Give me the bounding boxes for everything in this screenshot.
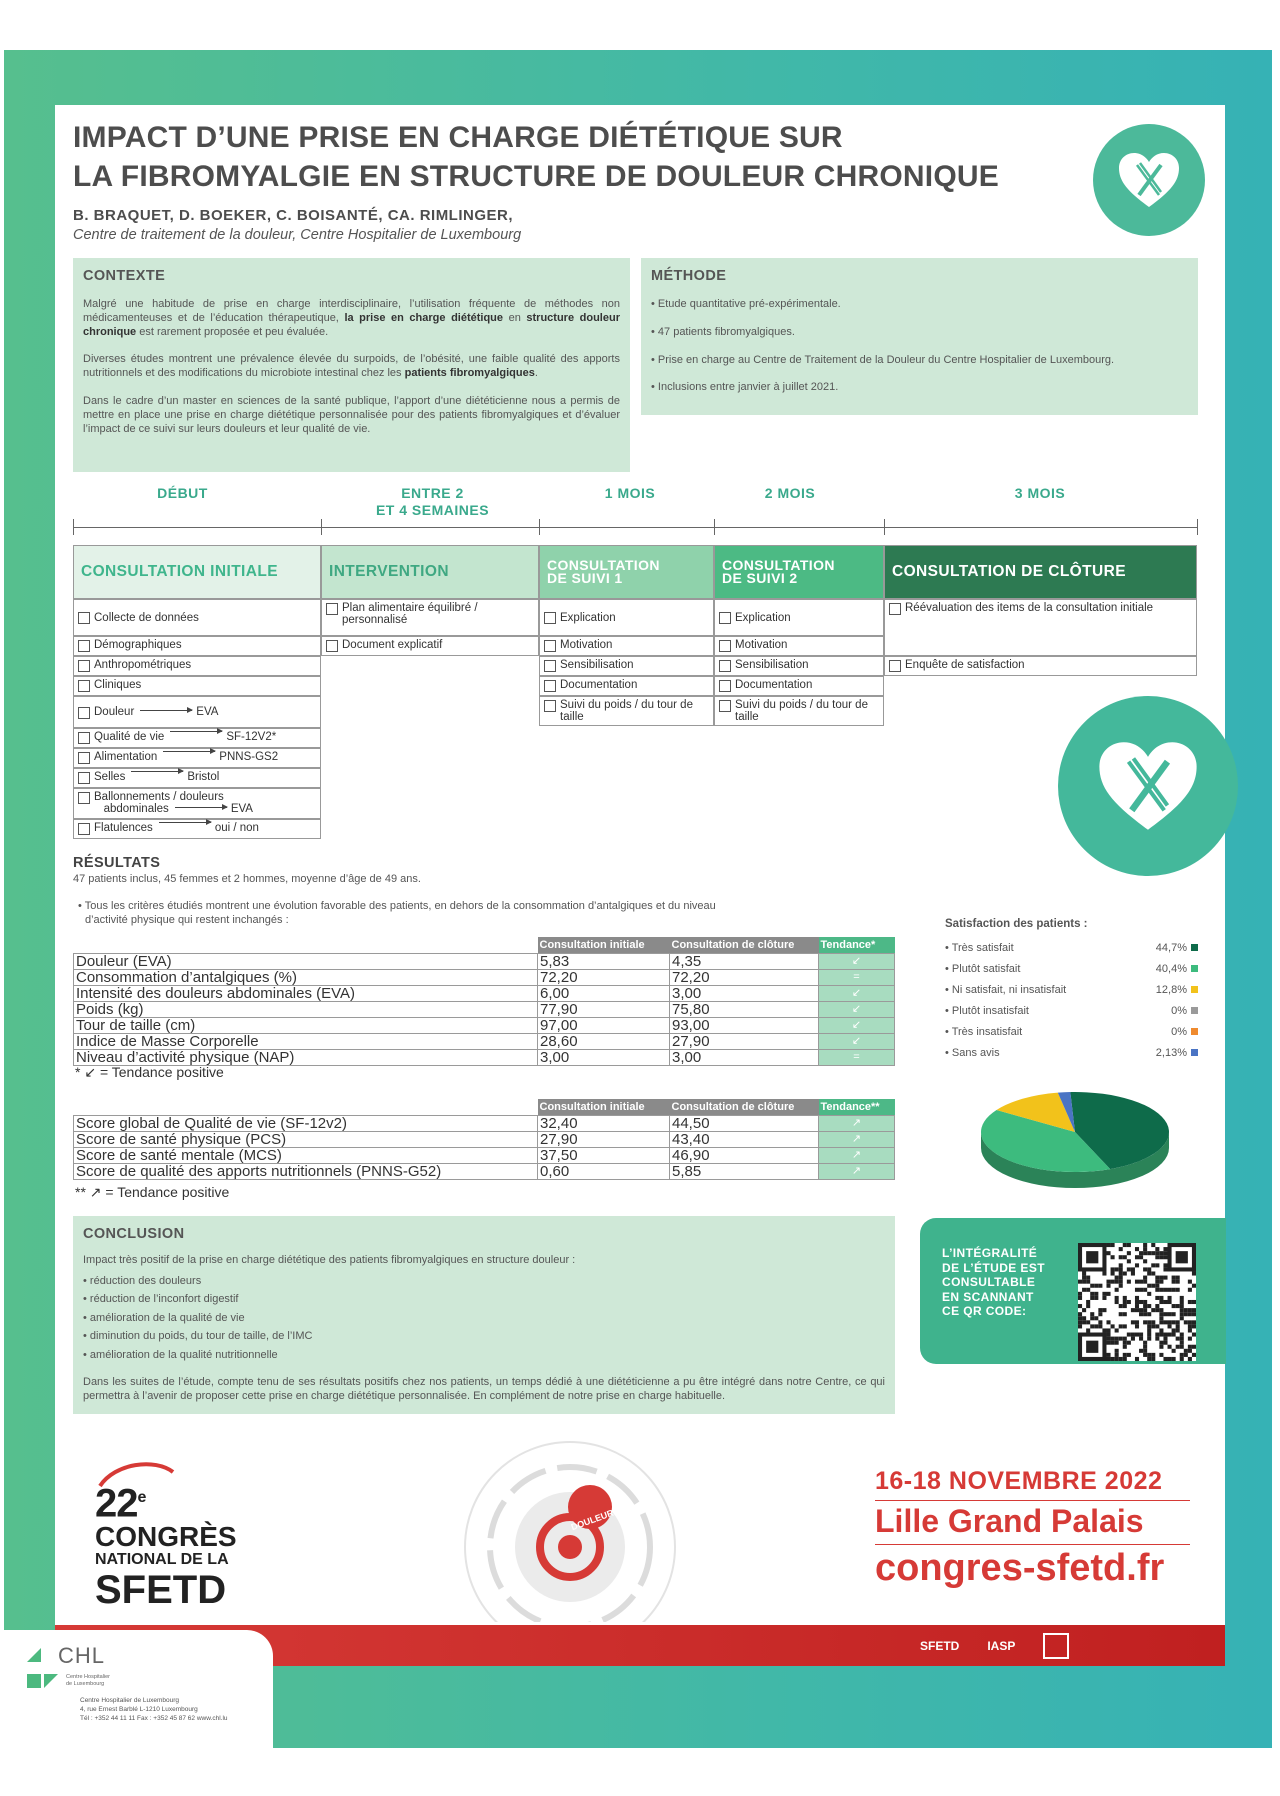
head-suivi-1: CONSULTATION DE SUIVI 1 (539, 545, 714, 599)
legend-swatch (1191, 1007, 1198, 1014)
head-suivi-2: CONSULTATION DE SUIVI 2 (714, 545, 884, 599)
value-cell: 43,40 (670, 1132, 819, 1148)
value-cell: 44,50 (670, 1116, 819, 1132)
check-item: Douleur EVA (73, 696, 321, 728)
chl-shape-icon (44, 1674, 58, 1688)
row-label: Score de santé mentale (MCS) (74, 1148, 538, 1164)
check-item: Motivation (539, 636, 714, 656)
check-item: Document explicatif (321, 636, 539, 656)
check-item: Explication (714, 599, 884, 636)
value-cell: 72,20 (538, 970, 670, 986)
contexte-box (73, 258, 630, 472)
chl-name: CHL (58, 1643, 106, 1668)
col-initiale (73, 599, 321, 839)
congress-target-graphic (420, 1437, 720, 1622)
legend-swatch (1191, 1028, 1198, 1035)
satisfaction-item: • Très satisfait 44,7% (945, 937, 1198, 958)
check-item: Démographiques (73, 636, 321, 656)
arrow-icon (175, 807, 227, 808)
methode-list (651, 298, 1188, 409)
row-label: Score global de Qualité de vie (SF-12v2) (74, 1116, 538, 1132)
chl-shape-icon (27, 1674, 41, 1688)
timeline-tick (539, 519, 540, 535)
row-label: Poids (kg) (74, 1002, 538, 1018)
resultats-bullet: • Tous les critères étudiés montrent une évolution favorable des patients, en dehors de la consommation d’antalgiques et du niveau d’activité physique qui restent inchangés : (78, 900, 716, 926)
checkbox[interactable] (544, 700, 556, 712)
timeline-3-mois: 3 MOIS (1014, 485, 1066, 501)
table-row (74, 1132, 895, 1148)
chl-small: Centre Hospitalier de Luxembourg (66, 1674, 111, 1687)
table-row (74, 1034, 895, 1050)
satisfaction-item: • Plutôt insatisfait 0% (945, 1000, 1198, 1021)
checkbox[interactable] (78, 752, 90, 764)
col-cloture (884, 599, 1197, 676)
value-cell: 46,90 (670, 1148, 819, 1164)
methode-item: • Etude quantitative pré-expérimentale. (651, 298, 841, 310)
methode-item: • Inclusions entre janvier à juillet 2021. (651, 381, 839, 394)
col-intervention (321, 599, 539, 656)
qr-box (920, 1218, 1226, 1364)
satisfaction-pie-chart (975, 1080, 1175, 1200)
checkbox[interactable] (719, 640, 731, 652)
check-item: Sensibilisation (714, 656, 884, 676)
checkbox[interactable] (326, 603, 338, 615)
value-cell: 5,83 (538, 954, 670, 970)
chl-card (0, 1630, 273, 1748)
timeline-tick (321, 519, 322, 535)
checkbox[interactable] (78, 732, 90, 744)
resultats-sub: 47 patients inclus, 45 femmes et 2 hommes, moyenne d’âge de 49 ans. (73, 873, 421, 885)
table-row (74, 1002, 895, 1018)
checkbox[interactable] (719, 660, 731, 672)
checkbox[interactable] (78, 640, 90, 652)
row-label: Score de santé physique (PCS) (74, 1132, 538, 1148)
value-cell: 27,90 (670, 1034, 819, 1050)
arrow-icon (131, 771, 183, 772)
congress-place: Lille Grand Palais (875, 1503, 1190, 1545)
arrow-icon (163, 751, 215, 752)
swoosh-icon (95, 1458, 175, 1492)
check-item: Ballonnements / douleurs abdominales EVA (73, 788, 321, 819)
col-suivi-1 (539, 599, 714, 726)
row-label: Intensité des douleurs abdominales (EVA) (74, 986, 538, 1002)
methode-item: • Prise en charge au Centre de Traitement de la Douleur du Centre Hospitalier de Luxembourg. (651, 353, 1115, 366)
results-table-2: Consultation initiale Consultation de clôture Tendance** Score global de Qualité de vie (SF-12v2) 32,40 44,50 ↗ Score de santé physique (PCS) 27,90 43,40 ↗ Score de santé mentale (MCS) 37,50 46,90 ↗ Score de qualité des apports nutritionnels (PNNS-G52) 0,60 5,85 ↗ (73, 1099, 895, 1180)
arrow-icon (140, 710, 192, 711)
trend-cell: ↙ (819, 1018, 895, 1034)
check-item: Plan alimentaire équilibré / personnalisé (321, 599, 539, 636)
arrow-icon (159, 822, 211, 823)
conclusion-text: Impact très positif de la prise en charge diététique des patients fibromyalgiques en structure douleur : • réduction des douleurs • réduction de l’inconfort digestif • amélioration de la qualité de vie • diminution du poids, du tour de taille, de l’IMC • amélioration de la qualité nutritionnelle Dans les suites de l’étude, compte tenu de ses résultats positifs chez nos patients, un temps dédié à une diététicienne a pu être intégré dans notre Centre, ce qui permettra à l’avenir de proposer cette prise en charge diététique personnalisée. En complément de notre prise en charge habituelle. (83, 1254, 885, 1403)
head-intervention: INTERVENTION (321, 545, 539, 599)
qr-text: L’INTÉGRALITÉ DE L’ÉTUDE EST CONSULTABLE EN SCANNANT CE QR CODE: (942, 1246, 1045, 1318)
checkbox[interactable] (326, 640, 338, 652)
check-item: Suivi du poids / du tour de taille (539, 696, 714, 726)
checkbox[interactable] (889, 603, 901, 615)
head-consultation-initiale: CONSULTATION INITIALE (73, 545, 321, 599)
check-item: Sensibilisation (539, 656, 714, 676)
check-item: Documentation (539, 676, 714, 696)
check-item: Documentation (714, 676, 884, 696)
trend-cell: = (819, 1050, 895, 1066)
methode-heading: MÉTHODE (651, 268, 727, 284)
trend-cell: ↗ (819, 1148, 895, 1164)
table-row (74, 1148, 895, 1164)
value-cell: 0,60 (538, 1164, 670, 1180)
checkbox[interactable] (78, 660, 90, 672)
timeline-2-mois: 2 MOIS (764, 485, 816, 501)
checkbox[interactable] (78, 823, 90, 835)
resultats-heading: RÉSULTATS (73, 855, 161, 871)
table-row (74, 954, 895, 970)
timeline-tick (1197, 519, 1198, 535)
check-item: Qualité de vie SF-12V2* (73, 728, 321, 748)
checkbox[interactable] (544, 660, 556, 672)
value-cell: 75,80 (670, 1002, 819, 1018)
value-cell: 3,00 (670, 1050, 819, 1066)
conclusion-heading: CONCLUSION (83, 1226, 185, 1242)
poster-title: IMPACT D’UNE PRISE EN CHARGE DIÉTÉTIQUE SUR LA FIBROMYALGIE EN STRUCTURE DE DOULEUR CHRONIQUE (73, 121, 999, 193)
trend-cell: ↗ (819, 1132, 895, 1148)
checkbox[interactable] (719, 612, 731, 624)
check-item: Cliniques (73, 676, 321, 696)
checkbox[interactable] (544, 640, 556, 652)
trend-cell: ↗ (819, 1116, 895, 1132)
checkbox[interactable] (889, 660, 901, 672)
legend-swatch (1191, 965, 1198, 972)
congress-site[interactable]: congres-sfetd.fr (875, 1547, 1165, 1589)
row-label: Indice de Masse Corporelle (74, 1034, 538, 1050)
check-item: Réévaluation des items de la consultation initiale (884, 599, 1197, 656)
value-cell: 72,20 (670, 970, 819, 986)
satisfaction-item: • Très insatisfait 0% (945, 1021, 1198, 1042)
satisfaction-heading: Satisfaction des patients : (945, 918, 1088, 930)
checkbox[interactable] (78, 707, 90, 719)
trend-cell: ↙ (819, 1034, 895, 1050)
trend-cell: = (819, 970, 895, 986)
checkbox[interactable] (544, 680, 556, 692)
check-item: Flatulences oui / non (73, 819, 321, 839)
affiliation: Centre de traitement de la douleur, Centre Hospitalier de Luxembourg (73, 227, 522, 243)
checkbox[interactable] (78, 680, 90, 692)
timeline-entre: ENTRE 2 ET 4 SEMAINES (375, 485, 490, 518)
conclusion-item: • amélioration de la qualité de vie (83, 1311, 245, 1324)
results-table-1: Consultation initiale Consultation de clôture Tendance* Douleur (EVA) 5,83 4,35 ↙ Consommation d’antalgiques (%) 72,20 72,20 = Intensité des douleurs abdominales (EVA) 6,00 3,00 ↙ Poids (kg) 77,90 75,80 ↙ Tour de taille (cm) 97,00 93,00 ↙ Indice de Masse Corporelle 28,60 27,90 ↙ Niveau d’activité physique (NAP) 3,00 3,00 = (73, 937, 895, 1066)
sfetd-logo: SFETD (920, 1639, 960, 1653)
table2-note: ** ↗ = Tendance positive (75, 1184, 230, 1200)
arrow-icon (170, 731, 222, 732)
heart-cutlery-icon (1117, 151, 1181, 209)
check-item: Anthropométriques (73, 656, 321, 676)
check-item: Enquête de satisfaction (884, 656, 1197, 676)
trend-cell: ↙ (819, 1002, 895, 1018)
congress-dates: 16-18 NOVEMBRE 2022 (875, 1467, 1190, 1501)
check-item: Motivation (714, 636, 884, 656)
row-label: Douleur (EVA) (74, 954, 538, 970)
checkbox[interactable] (719, 680, 731, 692)
contexte-text: Malgré une habitude de prise en charge interdisciplinaire, l’utilisation fréquente de méthodes non médicamenteuses et de l’éducation thérapeutique, la prise en charge diététique en structure douleur chronique est rarement proposée et peu évaluée. Diverses études montrent une prévalence élevée du surpoids, de l’obésité, une faible qualité des apports nutritionnels et des modifications du microbiote intestinal chez les patients fibromyalgiques. Dans le cadre d’un master en sciences de la santé publique, l’apport d’une diététicienne nous a permis de mettre en place une prise en charge diététique personnalisée pour des patients fibromyalgiques et d’évaluer l’impact de ce suivi sur leurs douleurs et leur qualité de vie. (83, 298, 620, 435)
congress-logo: 22e CONGRÈS NATIONAL DE LA SFETD (95, 1478, 237, 1611)
timeline-debut: DÉBUT (157, 485, 208, 501)
partner-logo-icon (1043, 1633, 1069, 1659)
table-row (74, 1164, 895, 1180)
row-label: Score de qualité des apports nutritionnels (PNNS-G52) (74, 1164, 538, 1180)
legend-swatch (1191, 986, 1198, 993)
check-item: Collecte de données (73, 599, 321, 636)
sponsor-logos (920, 1633, 1069, 1659)
iasp-logo: IASP (987, 1639, 1016, 1653)
satisfaction-item: • Ni satisfait, ni insatisfait 12,8% (945, 979, 1198, 1000)
conclusion-item: • réduction des douleurs (83, 1274, 202, 1287)
timeline-tick (714, 519, 715, 535)
conclusion-item: • réduction de l’inconfort digestif (83, 1293, 239, 1306)
row-label: Niveau d’activité physique (NAP) (74, 1050, 538, 1066)
chl-address: Centre Hospitalier de Luxembourg 4, rue Ernest Barblé L-1210 Luxembourg Tél : +352 44 11 11 Fax : +352 45 87 62 www.chl.lu (80, 1697, 228, 1722)
timeline-1-mois: 1 MOIS (604, 485, 656, 501)
trend-cell: ↙ (819, 986, 895, 1002)
check-item: Selles Bristol (73, 768, 321, 788)
value-cell: 37,50 (538, 1148, 670, 1164)
value-cell: 5,85 (670, 1164, 819, 1180)
heart-cutlery-logo-large (1058, 696, 1238, 876)
methode-item: • 47 patients fibromyalgiques. (651, 325, 795, 338)
timeline-tick (73, 519, 74, 535)
trend-cell: ↗ (819, 1164, 895, 1180)
authors: B. BRAQUET, D. BOEKER, C. BOISANTÉ, CA. RIMLINGER, (73, 207, 514, 224)
value-cell: 4,35 (670, 954, 819, 970)
satisfaction-item: • Plutôt satisfait 40,4% (945, 958, 1198, 979)
chl-shape-icon (27, 1648, 41, 1662)
checkbox[interactable] (78, 792, 90, 804)
table1-note: * ↙ = Tendance positive (75, 1064, 224, 1080)
value-cell: 93,00 (670, 1018, 819, 1034)
value-cell: 77,90 (538, 1002, 670, 1018)
value-cell: 27,90 (538, 1132, 670, 1148)
value-cell: 6,00 (538, 986, 670, 1002)
head-consultation-cloture: CONSULTATION DE CLÔTURE (884, 545, 1197, 599)
checkbox[interactable] (719, 700, 731, 712)
table-row (74, 986, 895, 1002)
legend-swatch (1191, 944, 1198, 951)
check-item: Suivi du poids / du tour de taille (714, 696, 884, 726)
satisfaction-item: • Sans avis 2,13% (945, 1042, 1198, 1063)
conclusion-item: • diminution du poids, du tour de taille, de l’IMC (83, 1330, 313, 1343)
value-cell: 32,40 (538, 1116, 670, 1132)
methode-box (641, 258, 1198, 415)
value-cell: 28,60 (538, 1034, 670, 1050)
table-row (74, 1018, 895, 1034)
value-cell: 3,00 (670, 986, 819, 1002)
check-item: Alimentation PNNS-GS2 (73, 748, 321, 768)
heart-cutlery-icon (1096, 739, 1200, 833)
checkbox[interactable] (78, 772, 90, 784)
conclusion-item: • amélioration de la qualité nutritionnelle (83, 1348, 278, 1361)
table-row (74, 970, 895, 986)
legend-swatch (1191, 1049, 1198, 1056)
table-row (74, 1116, 895, 1132)
timeline-axis (73, 527, 1198, 528)
timeline-tick (884, 519, 885, 535)
congress-info (875, 1467, 1190, 1590)
contexte-heading: CONTEXTE (83, 268, 166, 284)
row-label: Consommation d’antalgiques (%) (74, 970, 538, 986)
conclusion-box (73, 1216, 895, 1414)
checkbox[interactable] (78, 612, 90, 624)
check-item: Explication (539, 599, 714, 636)
value-cell: 97,00 (538, 1018, 670, 1034)
checkbox[interactable] (544, 612, 556, 624)
douleur-badge: DOULEUR (569, 1507, 615, 1533)
trend-cell: ↙ (819, 954, 895, 970)
heart-cutlery-logo (1093, 124, 1205, 236)
satisfaction-list (945, 937, 1198, 1063)
qr-code-icon (1078, 1243, 1196, 1361)
col-suivi-2 (714, 599, 884, 726)
value-cell: 3,00 (538, 1050, 670, 1066)
qr-code[interactable] (1078, 1243, 1196, 1361)
row-label: Tour de taille (cm) (74, 1018, 538, 1034)
